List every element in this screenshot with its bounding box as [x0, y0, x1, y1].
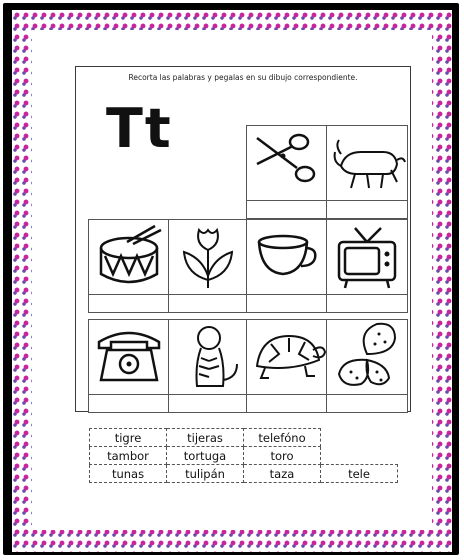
picture-cell-cup [246, 219, 328, 313]
tv-icon [327, 220, 407, 294]
word-row [90, 465, 398, 483]
picture-cell-tiger [168, 319, 248, 413]
word-card[interactable]: tijeras [167, 429, 244, 447]
tiger-icon [169, 320, 247, 394]
picture-cell-turtle [246, 319, 328, 413]
telephone-icon [89, 320, 169, 394]
cup-icon [247, 220, 327, 294]
answer-slot[interactable] [169, 294, 247, 312]
cactus-fruit-icon [327, 320, 407, 394]
picture-cell-scissors [246, 125, 328, 219]
picture-cell-bull [326, 125, 408, 219]
word-cutout-table [89, 428, 398, 483]
word-row [90, 447, 398, 465]
word-card[interactable]: tortuga [167, 447, 244, 465]
answer-slot[interactable] [327, 394, 407, 412]
word-card-empty [321, 429, 398, 447]
answer-slot[interactable] [169, 394, 247, 412]
tulip-icon [169, 220, 247, 294]
picture-cell-drum [88, 219, 170, 313]
word-card[interactable]: tele [321, 465, 398, 483]
word-card[interactable]: tigre [90, 429, 167, 447]
word-card[interactable]: telefóno [244, 429, 321, 447]
word-row [90, 429, 398, 447]
drum-icon [89, 220, 169, 294]
turtle-icon [247, 320, 327, 394]
word-card[interactable]: toro [244, 447, 321, 465]
word-card[interactable]: tunas [90, 465, 167, 483]
picture-cell-telephone [88, 319, 170, 413]
answer-slot[interactable] [89, 394, 169, 412]
letter-title: Tt [106, 97, 173, 160]
worksheet [75, 66, 411, 412]
picture-cell-cactus-fruit [326, 319, 408, 413]
word-card[interactable]: tambor [90, 447, 167, 465]
instruction-text: Recorta las palabras y pegalas en su dibujo correspondiente. [128, 73, 358, 82]
picture-cell-tv [326, 219, 408, 313]
bull-icon [327, 126, 407, 200]
answer-slot[interactable] [327, 200, 407, 218]
answer-slot[interactable] [327, 294, 407, 312]
answer-slot[interactable] [247, 200, 327, 218]
answer-slot[interactable] [247, 294, 327, 312]
word-card[interactable]: tulipán [167, 465, 244, 483]
answer-slot[interactable] [247, 394, 327, 412]
scissors-icon [247, 126, 327, 200]
answer-slot[interactable] [89, 294, 169, 312]
word-card[interactable]: taza [244, 465, 321, 483]
picture-cell-tulip [168, 219, 248, 313]
word-card-empty [321, 447, 398, 465]
